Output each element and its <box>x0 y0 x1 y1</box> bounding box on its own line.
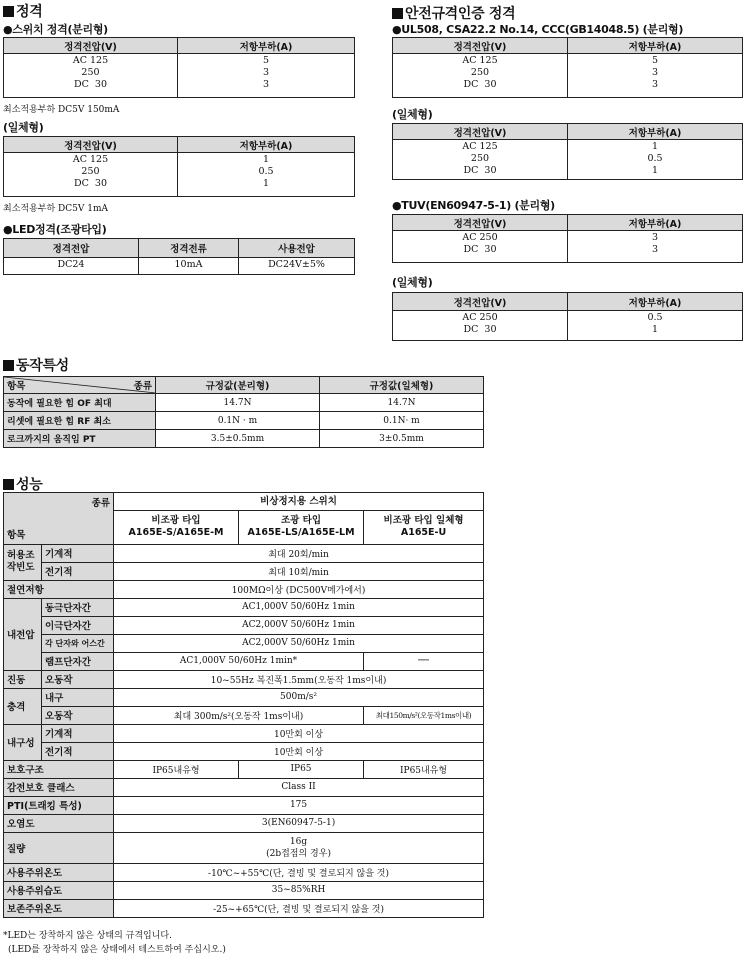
performance-table <box>3 492 484 918</box>
currents-cell: 1 0.5 1 <box>178 153 355 197</box>
currents-cell: 0.5 1 <box>568 311 743 341</box>
header-type: 종류 <box>4 493 114 511</box>
ambient-humidity-value: 35~85%RH <box>114 881 484 899</box>
shock-malfunction-value: 최대 300m/s²(오동작 1ms이내) <box>114 706 364 724</box>
pti-label: PTI(트래킹 특성) <box>4 796 114 814</box>
tuv-integrated-title: (일체형) <box>392 276 433 289</box>
footnote-1: *LED는 장착하지 않은 상태의 규격입니다. <box>3 931 172 941</box>
header-rated-voltage: 정격전압 <box>4 239 139 258</box>
performance-heading: 성능 <box>3 474 42 494</box>
led-current-cell: 10mA <box>139 258 239 275</box>
header-voltage: 정격전압(V) <box>393 215 568 231</box>
header-group: 비상정지용 스위치 <box>114 493 484 511</box>
header-resistive-load: 저항부하(A) <box>178 137 355 153</box>
value-cell: 3.5±0.5mm <box>156 430 320 448</box>
safety-heading: 안전규격인증 정격 <box>392 3 515 23</box>
value-cell: 14.7N <box>320 394 484 412</box>
ratings-heading: 정격 <box>3 1 42 21</box>
switch-rating-note: 최소적용부하 DC5V 150mA <box>3 105 120 115</box>
mechanical-label: 기계적 <box>42 544 114 562</box>
table-row <box>4 394 484 412</box>
voltages-cell: AC 125 250 DC 30 <box>393 54 568 98</box>
header-rated-current: 정격전류 <box>139 239 239 258</box>
ul-title: ●UL508, CSA22.2 No.14, CCC(GB14048.5) (분리형) <box>392 23 684 36</box>
currents-cell: 5 3 3 <box>568 54 743 98</box>
mechanical-value: 최대 20회/min <box>114 544 484 562</box>
ambient-temp-value: -10℃~+55℃(단, 결빙 및 결로되지 않을 것) <box>114 863 484 881</box>
shock-malfunction-label: 오동작 <box>42 706 114 724</box>
currents-cell: 1 0.5 1 <box>568 140 743 180</box>
electrical-label: 전기적 <box>42 562 114 580</box>
header-col-lit: 조광 타입 A165E-LS/A165E-LM <box>239 511 364 545</box>
shock-durability-label: 내구 <box>42 688 114 706</box>
durability-electrical-value: 10만회 이상 <box>114 742 484 760</box>
header-col-integrated: 비조광 타입 일체형 A165E-U <box>364 511 484 545</box>
voltages-cell: AC 125 250 DC 30 <box>4 153 178 197</box>
header-voltage: 정격전압(V) <box>4 38 178 54</box>
row-label: 로크까지의 움직임 PT <box>4 430 156 448</box>
row-label: 리셋에 필요한 힘 RF 최소 <box>4 412 156 430</box>
operating-heading: 동작특성 <box>3 355 69 375</box>
led-voltage-cell: DC24 <box>4 258 139 275</box>
table-row <box>4 412 484 430</box>
withstand-lamp-label: 램프단자간 <box>42 652 114 670</box>
withstand-label: 내전압 <box>4 598 42 670</box>
header-operating-voltage: 사용전압 <box>239 239 355 258</box>
ambient-humidity-label: 사용주위습도 <box>4 881 114 899</box>
voltages-cell: AC 250 DC 30 <box>393 231 568 263</box>
shock-class-label: 감전보호 클래스 <box>4 778 114 796</box>
switch-rating-title: ●스위치 정격(분리형) <box>3 23 108 36</box>
tuv-separate-table <box>392 214 743 263</box>
header-voltage: 정격전압(V) <box>393 38 568 54</box>
shock-class-value: Class II <box>114 778 484 796</box>
withstand-lamp-na: ── <box>364 652 484 670</box>
table-row <box>4 430 484 448</box>
protection-value-2: IP65 <box>239 760 364 778</box>
header-resistive-load: 저항부하(A) <box>568 124 743 140</box>
pollution-label: 오염도 <box>4 814 114 832</box>
tuv-integrated-table <box>392 292 743 341</box>
voltages-cell: AC 250 DC 30 <box>393 311 568 341</box>
switch-rating-table <box>3 37 355 98</box>
weight-value: 16g (2b접점의 경우) <box>114 832 484 863</box>
header-item: 항목 <box>7 381 26 392</box>
protection-value-3: IP65내유형 <box>364 760 484 778</box>
voltages-cell: AC 125 250 DC 30 <box>393 140 568 180</box>
header-resistive-load: 저항부하(A) <box>568 293 743 311</box>
row-label: 동작에 필요한 힘 OF 최대 <box>4 394 156 412</box>
withstand-ground-value: AC2,000V 50/60Hz 1min <box>114 634 484 652</box>
shock-malfunction-integrated-value: 최대150m/s²(오동작1ms이내) <box>364 706 484 724</box>
withstand-lamp-value: AC1,000V 50/60Hz 1min* <box>114 652 364 670</box>
voltages-cell: AC 125 250 DC 30 <box>4 54 178 98</box>
led-use-voltage-cell: DC24V±5% <box>239 258 355 275</box>
header-resistive-load: 저항부하(A) <box>568 215 743 231</box>
protection-value-1: IP65내유형 <box>114 760 239 778</box>
led-rating-table <box>3 238 355 275</box>
withstand-same-pole-label: 동극단자간 <box>42 598 114 616</box>
tuv-title: ●TUV(EN60947-5-1) (분리형) <box>392 199 555 212</box>
header-resistive-load: 저항부하(A) <box>568 38 743 54</box>
insulation-label: 절연저항 <box>4 580 114 598</box>
ul-integrated-title: (일체형) <box>392 108 433 121</box>
value-cell: 14.7N <box>156 394 320 412</box>
shock-label: 충격 <box>4 688 42 724</box>
frequency-label: 허용조 작빈도 <box>4 544 42 580</box>
pollution-value: 3(EN60947-5-1) <box>114 814 484 832</box>
header-col-non-lit: 비조광 타입 A165E-S/A165E-M <box>114 511 239 545</box>
header-item: 항목 <box>4 511 114 545</box>
header-voltage: 정격전압(V) <box>4 137 178 153</box>
shock-durability-value: 500m/s² <box>114 688 484 706</box>
integrated-rating-title: (일체형) <box>3 121 44 134</box>
integrated-rating-table <box>3 136 355 197</box>
durability-mechanical-label: 기계적 <box>42 724 114 742</box>
withstand-diff-pole-label: 이극단자간 <box>42 616 114 634</box>
value-cell: 0.1N · m <box>156 412 320 430</box>
ul-integrated-table <box>392 123 743 180</box>
ambient-temp-label: 사용주위온도 <box>4 863 114 881</box>
vibration-malfunction-label: 오동작 <box>42 670 114 688</box>
currents-cell: 3 3 <box>568 231 743 263</box>
value-cell: 3±0.5mm <box>320 430 484 448</box>
storage-temp-label: 보존주위온도 <box>4 899 114 917</box>
electrical-value: 최대 10회/min <box>114 562 484 580</box>
integrated-rating-note: 최소적용부하 DC5V 1mA <box>3 204 108 214</box>
durability-electrical-label: 전기적 <box>42 742 114 760</box>
header-integrated: 규정값(일체형) <box>320 377 484 394</box>
weight-label: 질량 <box>4 832 114 863</box>
header-resistive-load: 저항부하(A) <box>178 38 355 54</box>
insulation-value: 100MΩ이상 (DC500V메가에서) <box>114 580 484 598</box>
pti-value: 175 <box>114 796 484 814</box>
header-separate: 규정값(분리형) <box>156 377 320 394</box>
protection-label: 보호구조 <box>4 760 114 778</box>
withstand-diff-pole-value: AC2,000V 50/60Hz 1min <box>114 616 484 634</box>
header-voltage: 정격전압(V) <box>393 293 568 311</box>
durability-mechanical-value: 10만회 이상 <box>114 724 484 742</box>
operating-table <box>3 376 484 448</box>
led-rating-title: ●LED정격(조광타입) <box>3 223 107 236</box>
vibration-label: 진동 <box>4 670 42 688</box>
withstand-same-pole-value: AC1,000V 50/60Hz 1min <box>114 598 484 616</box>
durability-label: 내구성 <box>4 724 42 760</box>
storage-temp-value: -25~+65℃(단, 결빙 및 결로되지 않을 것) <box>114 899 484 917</box>
currents-cell: 5 3 3 <box>178 54 355 98</box>
value-cell: 0.1N· m <box>320 412 484 430</box>
withstand-ground-label: 각 단자와 어스간 <box>42 634 114 652</box>
vibration-value: 10~55Hz 복진폭1.5mm(오동작 1ms이내) <box>114 670 484 688</box>
ul-separate-table <box>392 37 743 98</box>
header-type: 종류 <box>133 381 152 392</box>
header-voltage: 정격전압(V) <box>393 124 568 140</box>
footnote-2: (LED를 장착하지 않은 상태에서 테스트하여 주십시오.) <box>8 945 226 955</box>
diagonal-header <box>4 377 156 394</box>
